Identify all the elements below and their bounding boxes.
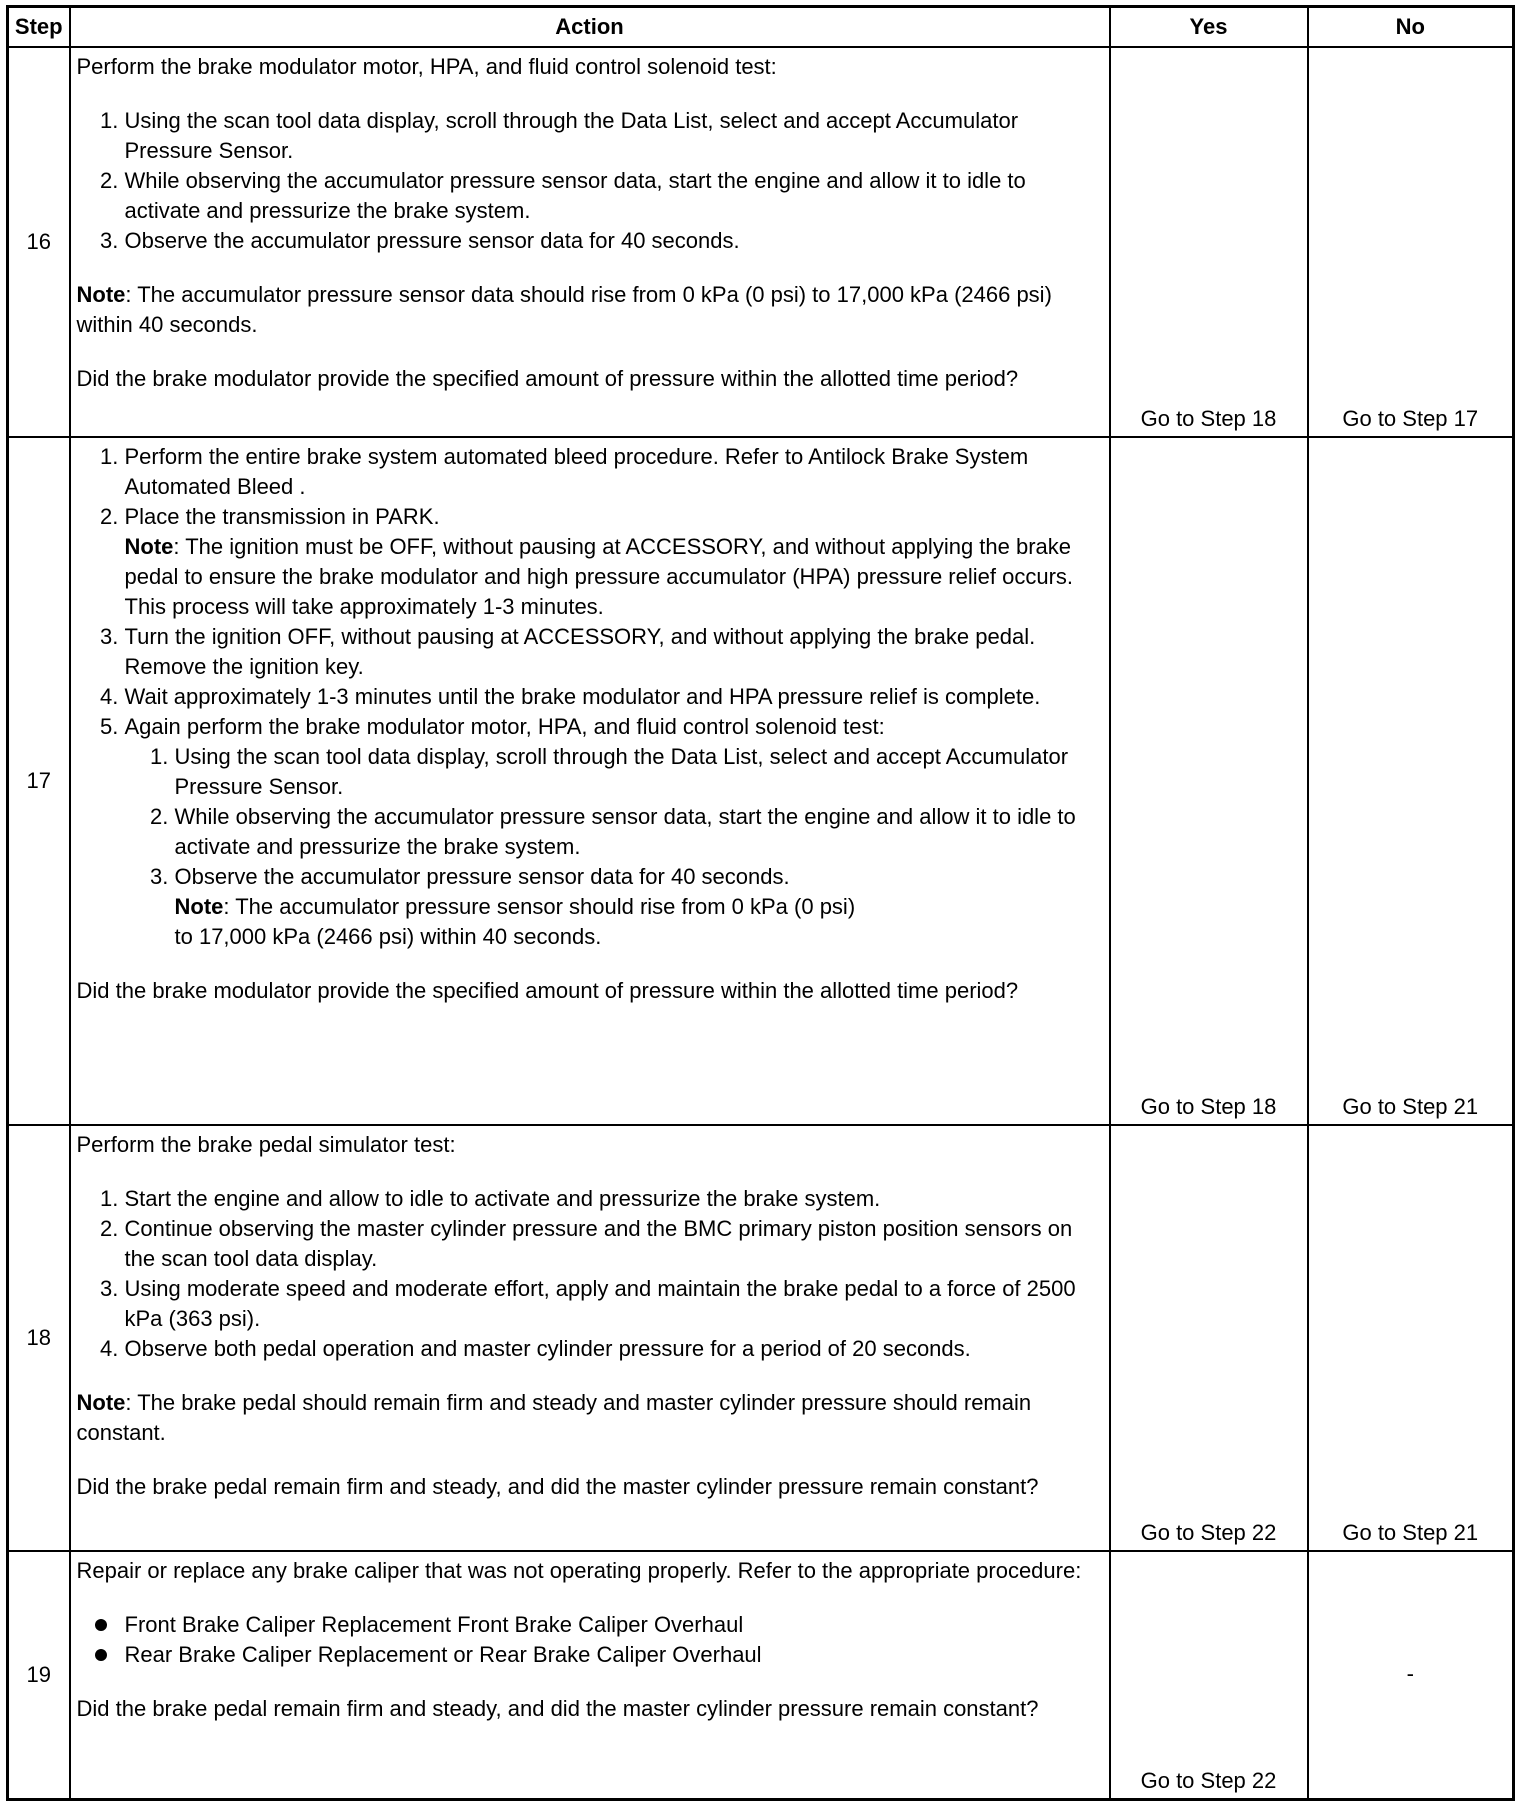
list-item — [125, 1640, 1103, 1670]
note-text: : The brake pedal should remain firm and steady and master cylinder pressure should remain constant. — [76, 1390, 1032, 1445]
list-item-text: Turn the ignition OFF, without pausing at ACCESSORY, and without applying the brake pedal. — [124, 624, 1036, 649]
list-item: 3. Observe the accumulator pressure sensor data for 40 seconds. — [125, 226, 1103, 256]
sub-list-item — [175, 862, 1103, 952]
question: Did the brake pedal remain firm and steady, and did the master cylinder pressure remain constant? — [76, 1474, 1039, 1499]
list-item: 4. Observe both pedal operation and master cylinder pressure for a period of 20 seconds. — [125, 1334, 1103, 1364]
no-result: Go to Step 17 — [1308, 47, 1514, 437]
action-intro: Perform the brake modulator motor, HPA, and fluid control solenoid test: — [76, 54, 777, 79]
list-item: 2. While observing the accumulator pressure sensor data, start the engine and allow it to idle to activate and pressurize the brake system. — [125, 166, 1103, 226]
list-item-text: Place the transmission in PARK. — [124, 504, 440, 529]
table-row-step-19 — [8, 1551, 1514, 1799]
diagnostic-table — [6, 5, 1515, 1801]
yes-result: Go to Step 22 — [1110, 1551, 1308, 1799]
sub-list-item: 2. While observing the accumulator pressure sensor data, start the engine and allow it to idle to activate and pressurize the brake system. — [175, 802, 1103, 862]
yes-result: Go to Step 18 — [1110, 437, 1308, 1125]
step-number: 19 — [8, 1551, 70, 1799]
no-result: Go to Step 21 — [1308, 437, 1514, 1125]
list-item-text: Again perform the brake modulator motor, HPA, and fluid control solenoid test: — [124, 714, 885, 739]
no-result: - — [1308, 1551, 1514, 1799]
note-label: Note — [76, 282, 126, 307]
header-action: Action — [70, 7, 1110, 48]
question: Did the brake modulator provide the specified amount of pressure within the allotted time period? — [76, 978, 1019, 1003]
table-row-step-16 — [8, 47, 1514, 437]
procedure-list — [77, 442, 1103, 952]
step-number: 18 — [8, 1125, 70, 1551]
action-cell — [70, 47, 1110, 437]
list-item — [125, 712, 1103, 952]
sub-procedure-list — [125, 742, 1103, 952]
action-cell — [70, 437, 1110, 1125]
sub-list-item: 1. Using the scan tool data display, scroll through the Data List, select and accept Accumulator Pressure Sensor. — [175, 742, 1103, 802]
bullet-icon — [95, 1649, 107, 1661]
note-text: : The accumulator pressure sensor data should rise from 0 kPa (0 psi) to 17,000 kPa (2466 psi) within 40 seconds. — [76, 282, 1052, 337]
procedure-list — [77, 1184, 1103, 1364]
list-item — [125, 1610, 1103, 1640]
header-no: No — [1308, 7, 1514, 48]
list-item: 1. Perform the entire brake system automated bleed procedure. Refer to Antilock Brake System Automated Bleed . — [125, 442, 1103, 502]
action-intro: Perform the brake pedal simulator test: — [76, 1132, 456, 1157]
note — [77, 280, 1103, 340]
list-item: 1. Using the scan tool data display, scroll through the Data List, select and accept Accumulator Pressure Sensor. — [125, 106, 1103, 166]
header-row — [8, 7, 1514, 48]
list-item: 4. Wait approximately 1-3 minutes until the brake modulator and HPA pressure relief is complete. — [125, 682, 1103, 712]
list-item: 3. Using moderate speed and moderate effort, apply and maintain the brake pedal to a force of 2500 kPa (363 psi). — [125, 1274, 1103, 1334]
question: Did the brake modulator provide the specified amount of pressure within the allotted time period? — [76, 366, 1019, 391]
action-cell — [70, 1125, 1110, 1551]
note-label: Note — [174, 894, 224, 919]
header-step: Step — [8, 7, 70, 48]
list-item-text: Rear Brake Caliper Replacement or Rear Brake Caliper Overhaul — [124, 1642, 762, 1667]
note-label: Note — [76, 1390, 126, 1415]
note-text-continued: to 17,000 kPa (2466 psi) within 40 seconds. — [174, 924, 602, 949]
question: Did the brake pedal remain firm and steady, and did the master cylinder pressure remain constant? — [76, 1696, 1039, 1721]
step-number: 16 — [8, 47, 70, 437]
sub-list-item-text: Observe the accumulator pressure sensor data for 40 seconds. — [174, 864, 790, 889]
note-text: : The ignition must be OFF, without pausing at ACCESSORY, and without applying the brake pedal to ensure the brake modulator and high pressure accumulator (HPA) pressure relief occurs. This process will take approximately 1-3 minutes. — [124, 534, 1074, 619]
bullet-icon — [95, 1619, 107, 1631]
no-result: Go to Step 21 — [1308, 1125, 1514, 1551]
list-item-extra: Remove the ignition key. — [124, 654, 364, 679]
yes-result: Go to Step 22 — [1110, 1125, 1308, 1551]
header-yes: Yes — [1110, 7, 1308, 48]
list-item: 1. Start the engine and allow to idle to activate and pressurize the brake system. — [125, 1184, 1103, 1214]
note — [77, 1388, 1103, 1448]
list-item-text: Front Brake Caliper Replacement Front Brake Caliper Overhaul — [124, 1612, 744, 1637]
list-item: 2. Continue observing the master cylinder pressure and the BMC primary piston position sensors on the scan tool data display. — [125, 1214, 1103, 1274]
procedure-list — [77, 106, 1103, 256]
table-row-step-18 — [8, 1125, 1514, 1551]
bullet-list — [77, 1610, 1103, 1670]
step-number: 17 — [8, 437, 70, 1125]
list-item — [125, 502, 1103, 622]
yes-result: Go to Step 18 — [1110, 47, 1308, 437]
action-intro: Repair or replace any brake caliper that was not operating properly. Refer to the appropriate procedure: — [76, 1558, 1082, 1583]
action-cell — [70, 1551, 1110, 1799]
note-label: Note — [124, 534, 174, 559]
table-row-step-17 — [8, 437, 1514, 1125]
note-text: : The accumulator pressure sensor should rise from 0 kPa (0 psi) — [223, 894, 856, 919]
list-item — [125, 622, 1103, 682]
